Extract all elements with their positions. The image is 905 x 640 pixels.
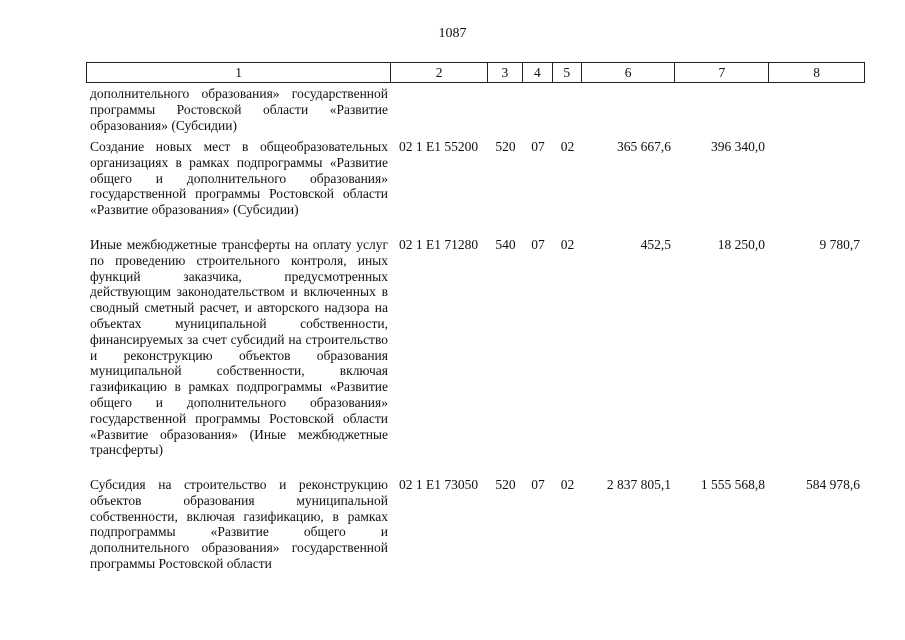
row-value-1: 2 837 805,1 <box>606 477 671 492</box>
row-code: 02 1 E1 55200 <box>399 139 479 154</box>
column-header-4: 4 <box>523 63 553 82</box>
row-code: 02 1 E1 73050 <box>399 477 479 492</box>
column-header-3: 3 <box>488 63 523 82</box>
row-value-3 <box>770 86 865 133</box>
row-value-3: 9 780,7 <box>819 237 860 252</box>
column-header-2: 2 <box>391 63 488 82</box>
row-pr: 02 <box>560 139 575 154</box>
row-vr: 520 <box>495 139 516 154</box>
row-value-2: 1 555 568,8 <box>700 477 765 492</box>
row-code <box>391 86 488 133</box>
row-pr <box>553 86 582 133</box>
page-number: 1087 <box>438 26 467 41</box>
column-header-5: 5 <box>553 63 582 82</box>
column-header-8: 8 <box>813 65 820 80</box>
column-header-7: 7 <box>675 63 769 82</box>
table-row <box>86 86 865 133</box>
row-pr: 02 <box>560 237 575 252</box>
row-rz <box>523 86 553 133</box>
table-row <box>86 477 865 572</box>
row-value-2: 396 340,0 <box>711 139 765 154</box>
table-header <box>86 62 865 83</box>
row-rz: 07 <box>531 477 545 492</box>
row-vr: 540 <box>495 237 516 252</box>
row-vr <box>488 86 523 133</box>
row-value-1: 365 667,6 <box>617 139 671 154</box>
row-value-3 <box>770 139 865 218</box>
row-name: Субсидия на строительство и реконструкцию объектов образования муниципальной собственности, включая газификацию, в рамках подпрограммы «Развитие общего и дополнительного образования» государственной программы Ростовской области <box>90 477 388 571</box>
row-pr: 02 <box>560 477 575 492</box>
row-value-2 <box>676 86 770 133</box>
row-value-1 <box>582 86 676 133</box>
table-row <box>86 139 865 218</box>
row-value-2: 18 250,0 <box>717 237 765 252</box>
row-vr: 520 <box>495 477 516 492</box>
row-name: дополнительного образования» государственной программы Ростовской области «Развитие образования» (Субсидии) <box>90 86 388 133</box>
row-value-3: 584 978,6 <box>806 477 860 492</box>
row-rz: 07 <box>531 237 545 252</box>
column-header-6: 6 <box>582 63 676 82</box>
row-value-1: 452,5 <box>640 237 671 252</box>
row-name: Создание новых мест в общеобразовательных организациях в рамках подпрограммы «Развитие общего и дополнительного образования» государственной программы Ростовской области «Развитие образования» (Субсидии) <box>90 139 388 218</box>
table-row <box>86 237 865 458</box>
row-rz: 07 <box>531 139 545 154</box>
row-code: 02 1 E1 71280 <box>399 237 479 252</box>
row-name: Иные межбюджетные трансферты на оплату услуг по проведению строительного контроля, иных функций заказчика, предусмотренных действующим законодательством и включенных в сводный сметный расчет, и авторского надзора на объектах муниципальной собственности, финансируемых за счет субсидий на строительство и реконструкцию объектов образования муниципальной собственности, включая газификацию в рамках подпрограммы «Развитие общего и дополнительного образования» государственной программы Ростовской области «Развитие образования» (Иные межбюджетные трансферты) <box>90 237 388 458</box>
column-header-1: 1 <box>87 63 391 82</box>
